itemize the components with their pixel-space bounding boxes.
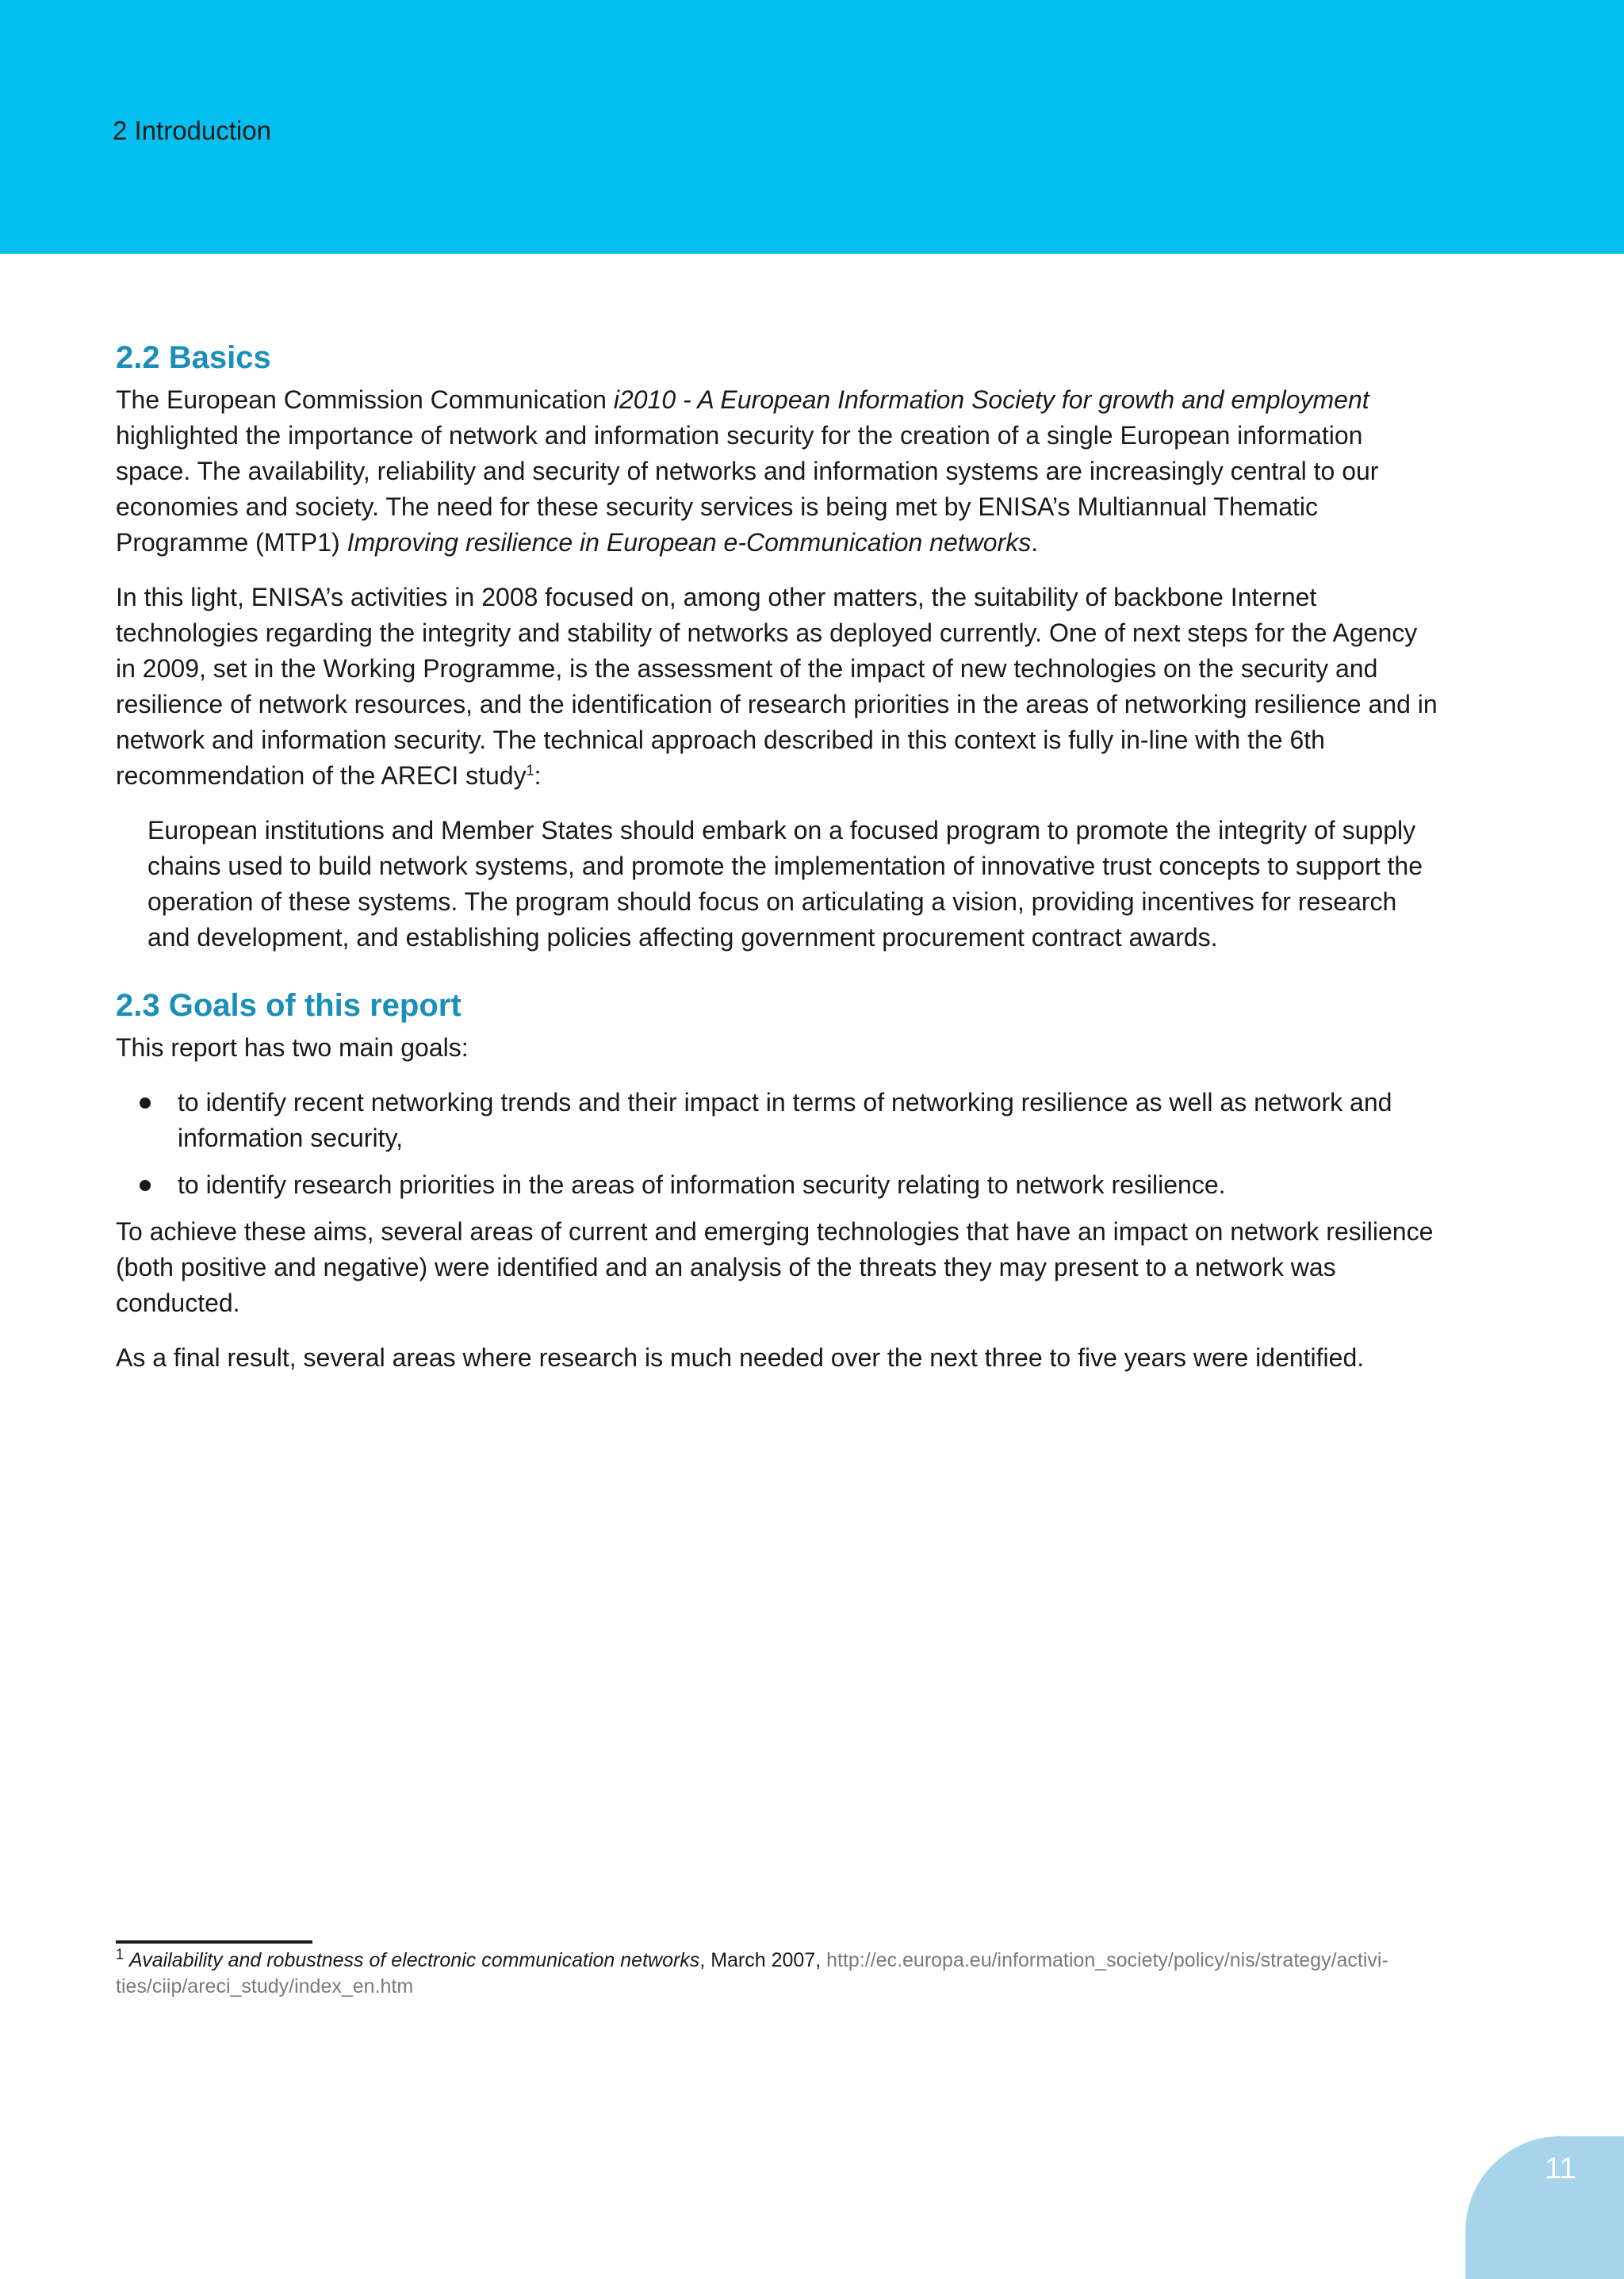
footnote-date: , March 2007, bbox=[699, 1949, 827, 1971]
goals-list bbox=[116, 1085, 1440, 1203]
main-content bbox=[116, 339, 1440, 1395]
goals-paragraph-2: As a final result, several areas where research is much needed over the next three to five years were identified. bbox=[116, 1343, 1365, 1372]
section-heading-basics: 2.2 Basics bbox=[116, 340, 271, 375]
basics-p1-text-e: . bbox=[1031, 528, 1039, 557]
footnote-divider bbox=[116, 1940, 312, 1944]
goals-paragraph-1: To achieve these aims, several areas of current and emerging technologies that have an impact on network resilience (both positive and negative) were identified and an analysis of the threats they may present to a network was conducted. bbox=[116, 1217, 1434, 1317]
basics-p1-text-a: The European Commission Communication bbox=[116, 385, 614, 414]
section-heading-goals: 2.3 Goals of this report bbox=[116, 988, 462, 1023]
goals-intro: This report has two main goals: bbox=[116, 1033, 469, 1062]
areci-quote: European institutions and Member States should embark on a focused program to promote the integrity of supply chains used to build network systems, and promote the implementation of innovative trust concepts to support the operation of these systems. The program should focus on articulating a vision, providing incentives for research and development, and establishing policies affecting government procurement contract awards. bbox=[147, 816, 1423, 952]
goal-text: to identify research priorities in the areas of information security relating to network resilience. bbox=[178, 1170, 1226, 1199]
list-item bbox=[116, 1085, 1440, 1156]
page-number: 11 bbox=[1545, 2152, 1576, 2185]
footnote-title: Availability and robustness of electronic communication networks bbox=[128, 1949, 700, 1971]
bullet-icon bbox=[140, 1180, 151, 1191]
footnote-marker: 1 bbox=[116, 1946, 124, 1963]
goal-text: to identify recent networking trends and their impact in terms of networking resilience as well as network and information security, bbox=[178, 1088, 1392, 1152]
list-item bbox=[116, 1167, 1440, 1203]
footnote bbox=[116, 1948, 1448, 2000]
basics-p2-text-a: In this light, ENISA’s activities in 2008 focused on, among other matters, the suitability of backbone Internet technologies regarding the integrity and stability of networks as deployed currently. One of next steps for the Agency in 2009, set in the Working Programme, is the assessment of the impact of new technologies on the security and resilience of network resources, and the identification of research priorities in the areas of networking resilience and in network and information security. The technical approach described in this context is fully in-line with the 6th recommendation of the ARECI study bbox=[116, 583, 1438, 790]
footnote-reference[interactable]: 1 bbox=[526, 762, 534, 779]
basics-p1-title-i2010: i2010 - A European Information Society for growth and employment bbox=[613, 385, 1369, 414]
footnote-url-link[interactable]: http://ec.europa.eu/information_society/policy/nis/strategy/activi-ties/ciip/areci_study/index_en.htm bbox=[116, 1949, 1388, 1997]
basics-p2-text-b: : bbox=[534, 761, 542, 790]
bullet-icon bbox=[140, 1097, 151, 1109]
basics-paragraph-2 bbox=[116, 580, 1440, 794]
chapter-title: 2 Introduction bbox=[113, 116, 271, 145]
basics-paragraph-1 bbox=[116, 382, 1440, 561]
basics-p1-text-c: highlighted the importance of network and information security for the creation of a single European information space. The availability, reliability and security of networks and information systems are increasingly central to our economies and society. The need for these security services is being met by ENISA’s Multiannual Thematic Programme (MTP1) bbox=[116, 421, 1379, 557]
basics-p1-title-mtp1: Improving resilience in European e-Communication networks bbox=[347, 528, 1032, 557]
